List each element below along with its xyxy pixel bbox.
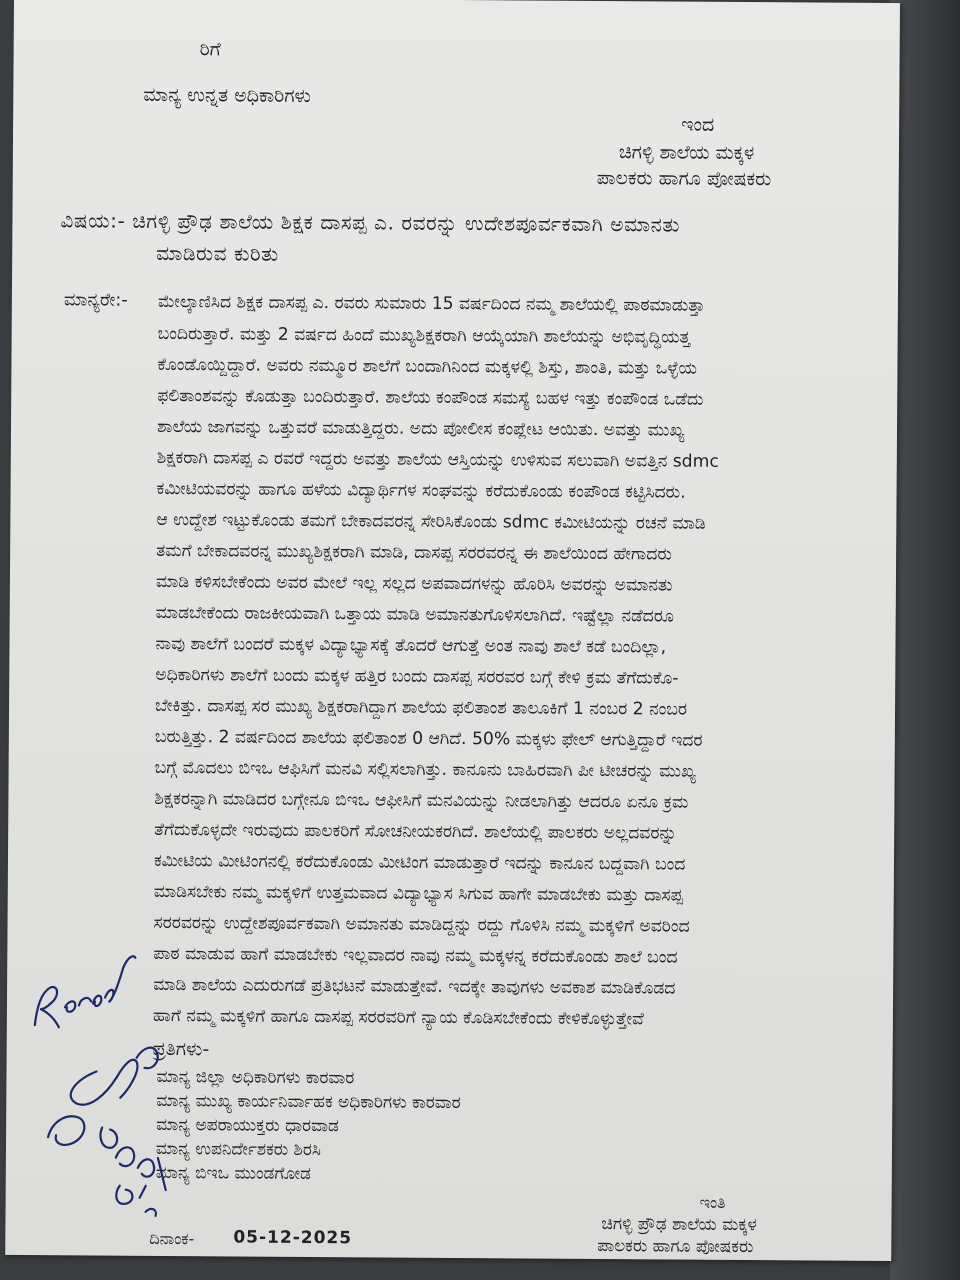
signatory-line-1: ಚಿಗಳ್ಳಿ ಪ್ರೌಢ ಶಾಲೆಯ ಮಕ್ಕಳ <box>601 1214 757 1236</box>
body-line: ಮೇಲ್ಕಾಣಿಸಿದ ಶಿಕ್ಷಕ ದಾಸಪ್ಪ ಎ. ರವರು ಸುಮಾರು 15 ವರ್ಷದಿಂದ ನಮ್ಮ ಶಾಲೆಯಲ್ಲಿ ಪಾಠಮಾಡುತ್ತಾ <box>157 291 706 316</box>
copy-recipient: ಮಾನ್ಯ ಉಪನಿರ್ದೇಶಕರು ಶಿರಸಿ <box>155 1138 321 1161</box>
date-value: 05-12-2025 <box>233 1227 353 1249</box>
body-line: ಶಾಲೆಯ ಜಾಗವನ್ನು ಒತ್ತುವರೆ ಮಾಡುತ್ತಿದ್ದರು. ಅದು ಪೋಲೀಸ ಕಂಪ್ಲೇಟ ಆಯಿತು. ಅವತ್ತು ಮುಖ್ಯ <box>156 416 685 441</box>
sender-line-1: ಚಿಗಳ್ಳಿ ಶಾಲೆಯ ಮಕ್ಕಳ <box>618 141 755 165</box>
body-line: ಶಿಕ್ಷಕರಾಗಿ ದಾಸಪ್ಪ ಎ ರವರೆ ಇದ್ದರು ಅವತ್ತು ಶಾಲೆಯ ಆಸ್ತಿಯನ್ನು ಉಳಿಸುವ ಸಲುವಾಗಿ ಅವತ್ತಿನ sdmc <box>156 447 719 472</box>
body-line: ಹಾಗೆ ನಮ್ಮ ಮಕ್ಕಳಿಗೆ ಹಾಗೂ ದಾಸಪ್ಪ ಸರರವರಿಗೆ ನ್ಯಾಯ ಕೊಡಿಸಬೇಕೆಂದು ಕೇಳಿಕೊಳ್ಳುತ್ತೇವೆ <box>152 1005 644 1030</box>
closing-word: ಇಂತಿ <box>699 1192 726 1212</box>
sender-line-2: ಪಾಲಕರು ಹಾಗೂ ಪೋಷಕರು <box>596 166 772 191</box>
body-line: ಮಾಡಿ ಶಾಲೆಯ ಎದುರುಗಡೆ ಪ್ರತಿಭಟನೆ ಮಾಡುತ್ತೇವೆ. ಇದಕ್ಕೇ ತಾವುಗಳು ಅವಕಾಶ ಮಾಡಿಕೊಡದ <box>153 974 676 999</box>
body-line: ಪಾಠ ಮಾಡುವ ಹಾಗೆ ಮಾಡಬೇಕು ಇಲ್ಲವಾದರ ನಾವು ನಮ್ಮ ಮಕ್ಕಳನ್ನ ಕರೆದುಕೊಂಡು ಶಾಲೆ ಬಂದ <box>153 943 678 968</box>
body-line: ಬಂದಿರುತ್ತಾರೆ. ಮತ್ತು 2 ವರ್ಷದ ಹಿಂದೆ ಮುಖ್ಯಶಿಕ್ಷಕರಾಗಿ ಆಯ್ಕೆಯಾಗಿ ಶಾಲೆಯನ್ನು ಅಭಿವೃದ್ಧಿಯತ್ತ <box>157 323 691 348</box>
body-line: ಮಾಡಿಸಬೇಕು ನಮ್ಮ ಮಕ್ಕಳಿಗೆ ಉತ್ತಮವಾದ ವಿದ್ಯಾಭ್ಯಾಸ ಸಿಗುವ ಹಾಗೇ ಮಾಡಬೇಕು ಮತ್ತು ದಾಸಪ್ಪ <box>153 881 684 906</box>
body-line: ಬರುತ್ತಿತ್ತು. 2 ವರ್ಷದಿಂದ ಶಾಲೆಯ ಫಲಿತಾಂಶ 0 ಆಗಿದೆ. 50% ಮಕ್ಕಳು ಫೇಲ್ ಆಗುತ್ತಿದ್ದಾರೆ ಇದರ <box>154 726 703 751</box>
copy-recipient: ಮಾನ್ಯ ಮುಖ್ಯ ಕಾರ್ಯನಿರ್ವಾಹಕ ಅಧಿಕಾರಿಗಳು ಕಾರವಾರ <box>156 1090 461 1114</box>
body-line: ಕೊಂಡೊಯ್ದಿದ್ದಾರೆ. ಅವರು ನಮ್ಮೂರ ಶಾಲೆಗೆ ಬಂದಾಗಿನಿಂದ ಮಕ್ಕಳಲ್ಲಿ ಶಿಸ್ತು, ಶಾಂತಿ, ಮತ್ತು ಒಳ್ಳೆಯ <box>157 354 697 379</box>
from-label: ಇಂದ <box>681 113 715 136</box>
body-line: ಫಲಿತಾಂಶವನ್ನು ಕೊಡುತ್ತಾ ಬಂದಿರುತ್ತಾರೆ. ಶಾಲೆಯ ಕಂಪೌಂಡ ಸಮಸ್ಯೆ ಬಹಳ ಇತ್ತು ಕಂಪೌಂಡ ಒಡೆದು <box>157 385 704 410</box>
signatory-line-2: ಪಾಲಕರು ಹಾಗೂ ಪೋಷಕರು <box>597 1236 754 1258</box>
copies-heading: ಪ್ರತಿಗಳು- <box>152 1037 210 1061</box>
letter-page <box>5 0 900 1261</box>
body-line: ಮಾಡಿ ಕಳಿಸಬೇಕೆಂದು ಅವರ ಮೇಲೆ ಇಲ್ಲ ಸಲ್ಲದ ಅಪವಾದಗಳನ್ನು ಹೊರಿಸಿ ಅವರನ್ನು ಅಮಾನತು <box>155 571 673 596</box>
date-label: ದಿನಾಂಕ- <box>149 1228 195 1249</box>
salutation: ಮಾನ್ಯರೇ:- <box>63 289 128 311</box>
body-line: ಬೇಕಿತ್ತು. ದಾಸಪ್ಪ ಸರ ಮುಖ್ಯ ಶಿಕ್ಷಕರಾಗಿದ್ದಾಗ ಶಾಲೆಯ ಫಲಿತಾಂಶ ತಾಲೂಕಿಗೆ 1 ನಂಬರ 2 ನಂಬರ <box>154 695 688 720</box>
body-line: ಕಮೀಟಿಯ ಮೀಟಿಂಗನಲ್ಲಿ ಕರೆದುಕೊಂಡು ಮೀಟಿಂಗ ಮಾಡುತ್ತಾರೆ ಇದನ್ನು ಕಾನೂನ ಬದ್ದವಾಗಿ ಬಂದ <box>153 850 686 875</box>
body-line: ಮಾಡಬೇಕೆಂದು ರಾಜಕೀಯವಾಗಿ ಒತ್ತಾಯ ಮಾಡಿ ಅಮಾನತುಗೊಳಿಸಲಾಗಿದೆ. ಇಷ್ಟೆಲ್ಲಾ ನಡೆದರೂ <box>155 602 674 627</box>
body-line: ತೆಗೆದುಕೊಳ್ಳದೇ ಇರುವುದು ಪಾಲಕರಿಗೆ ಸೋಚನೀಯಕರಗಿದೆ. ಶಾಲೆಯಲ್ಲಿ ಪಾಲಕರು ಅಲ್ಲದವರನ್ನು <box>154 819 677 844</box>
body-line: ಅಧಿಕಾರಿಗಳು ಶಾಲೆಗೆ ಬಂದು ಮಕ್ಕಳ ಹತ್ತಿರ ಬಂದು ದಾಸಪ್ಪ ಸರರವರ ಬಗ್ಗೆ ಕೇಳಿ ಕ್ರಮ ತೆಗೆದುಕೊ- <box>155 664 679 689</box>
body-line: ನಾವು ಶಾಲೆಗೆ ಬಂದರೆ ಮಕ್ಕಳ ವಿದ್ಯಾಭ್ಯಾಸಕ್ಕೆ ತೊದರೆ ಆಗುತ್ತೆ ಅಂತ ನಾವು ಶಾಲೆ ಕಡೆ ಬಂದಿಲ್ಲಾ, <box>155 633 667 658</box>
addressee-to: ರಿಗೆ <box>199 38 221 61</box>
copy-recipient: ಮಾನ್ಯ ಜಿಲ್ಲಾ ಅಧಿಕಾರಿಗಳು ಕಾರವಾರ <box>156 1066 355 1089</box>
handwritten-received-signature <box>5 0 274 1257</box>
copy-recipient: ಮಾನ್ಯ ಬಿಇಒ ಮುಂಡಗೋಡ <box>155 1162 311 1185</box>
body-line: ಸರರವರನ್ನು ಉದ್ದೇಶಪೂರ್ವಕವಾಗಿ ಅಮಾನತು ಮಾಡಿದ್ದನ್ನು ರದ್ದು ಗೊಳಿಸಿ ನಮ್ಮ ಮಕ್ಕಳಿಗೆ ಅವರಿಂದ <box>153 912 690 937</box>
body-line: ಆ ಉದ್ದೇಶ ಇಟ್ಟುಕೊಂಡು ತಮಗೆ ಬೇಕಾದವರನ್ನ ಸೇರಿಸಿಕೊಂಡು sdmc ಕಮೀಟಿಯನ್ನು ರಚನೆ ಮಾಡಿ <box>156 509 706 534</box>
copy-recipient: ಮಾನ್ಯ ಅಪರಾಯುಕ್ತರು ಧಾರವಾಡ <box>156 1114 339 1137</box>
body-line: ತಮಗೆ ಬೇಕಾದವರನ್ನ ಮುಖ್ಯಶಿಕ್ಷಕರಾಗಿ ಮಾಡಿ, ದಾಸಪ್ಪ ಸರರವರನ್ನ ಈ ಶಾಲೆಯಿಂದ ಹೇಗಾದರು <box>156 540 673 565</box>
recipient-line: ಮಾನ್ಯ ಉನ್ನತ ಅಧಿಕಾರಿಗಳು <box>143 83 311 107</box>
subject-line-1: ವಿಷಯ:- ಚಿಗಳ್ಳಿ ಪ್ರೌಢ ಶಾಲೆಯ ಶಿಕ್ಷಕ ದಾಸಪ್ಪ ಎ. ರವರನ್ನು ಉದೇಶಪೂರ್ವಕವಾಗಿ ಅಮಾನತು <box>60 208 681 237</box>
body-line: ಬಗ್ಗೆ ಮೊದಲು ಬಿಇಒ ಆಫಿಸಿಗೆ ಮನವಿ ಸಲ್ಲಿಸಲಾಗಿತ್ತು. ಕಾನೂನು ಬಾಹಿರವಾಗಿ ಪೀ ಟೀಚರನ್ನು ಮುಖ್ಯ <box>154 757 696 782</box>
body-line: ಕಮೀಟಿಯವರನ್ನು ಹಾಗೂ ಹಳೆಯ ವಿದ್ಯಾರ್ಥಿಗಳ ಸಂಘವನ್ನು ಕರೆದುಕೊಂಡು ಕಂಪೌಂಡ ಕಟ್ಟಿಸಿದರು. <box>156 478 686 503</box>
subject-line-2: ಮಾಡಿರುವ ಕುರಿತು <box>156 240 279 266</box>
background-surface <box>890 0 960 1280</box>
body-line: ಶಿಕ್ಷಕರನ್ನಾಗಿ ಮಾಡಿದರ ಬಗ್ಗೇನೂ ಬಿಇಒ ಆಫೀಸಿಗೆ ಮನವಿಯನ್ನು ನೀಡಲಾಗಿತ್ತು ಆದರೂ ಏನೂ ಕ್ರಮ <box>154 788 689 813</box>
